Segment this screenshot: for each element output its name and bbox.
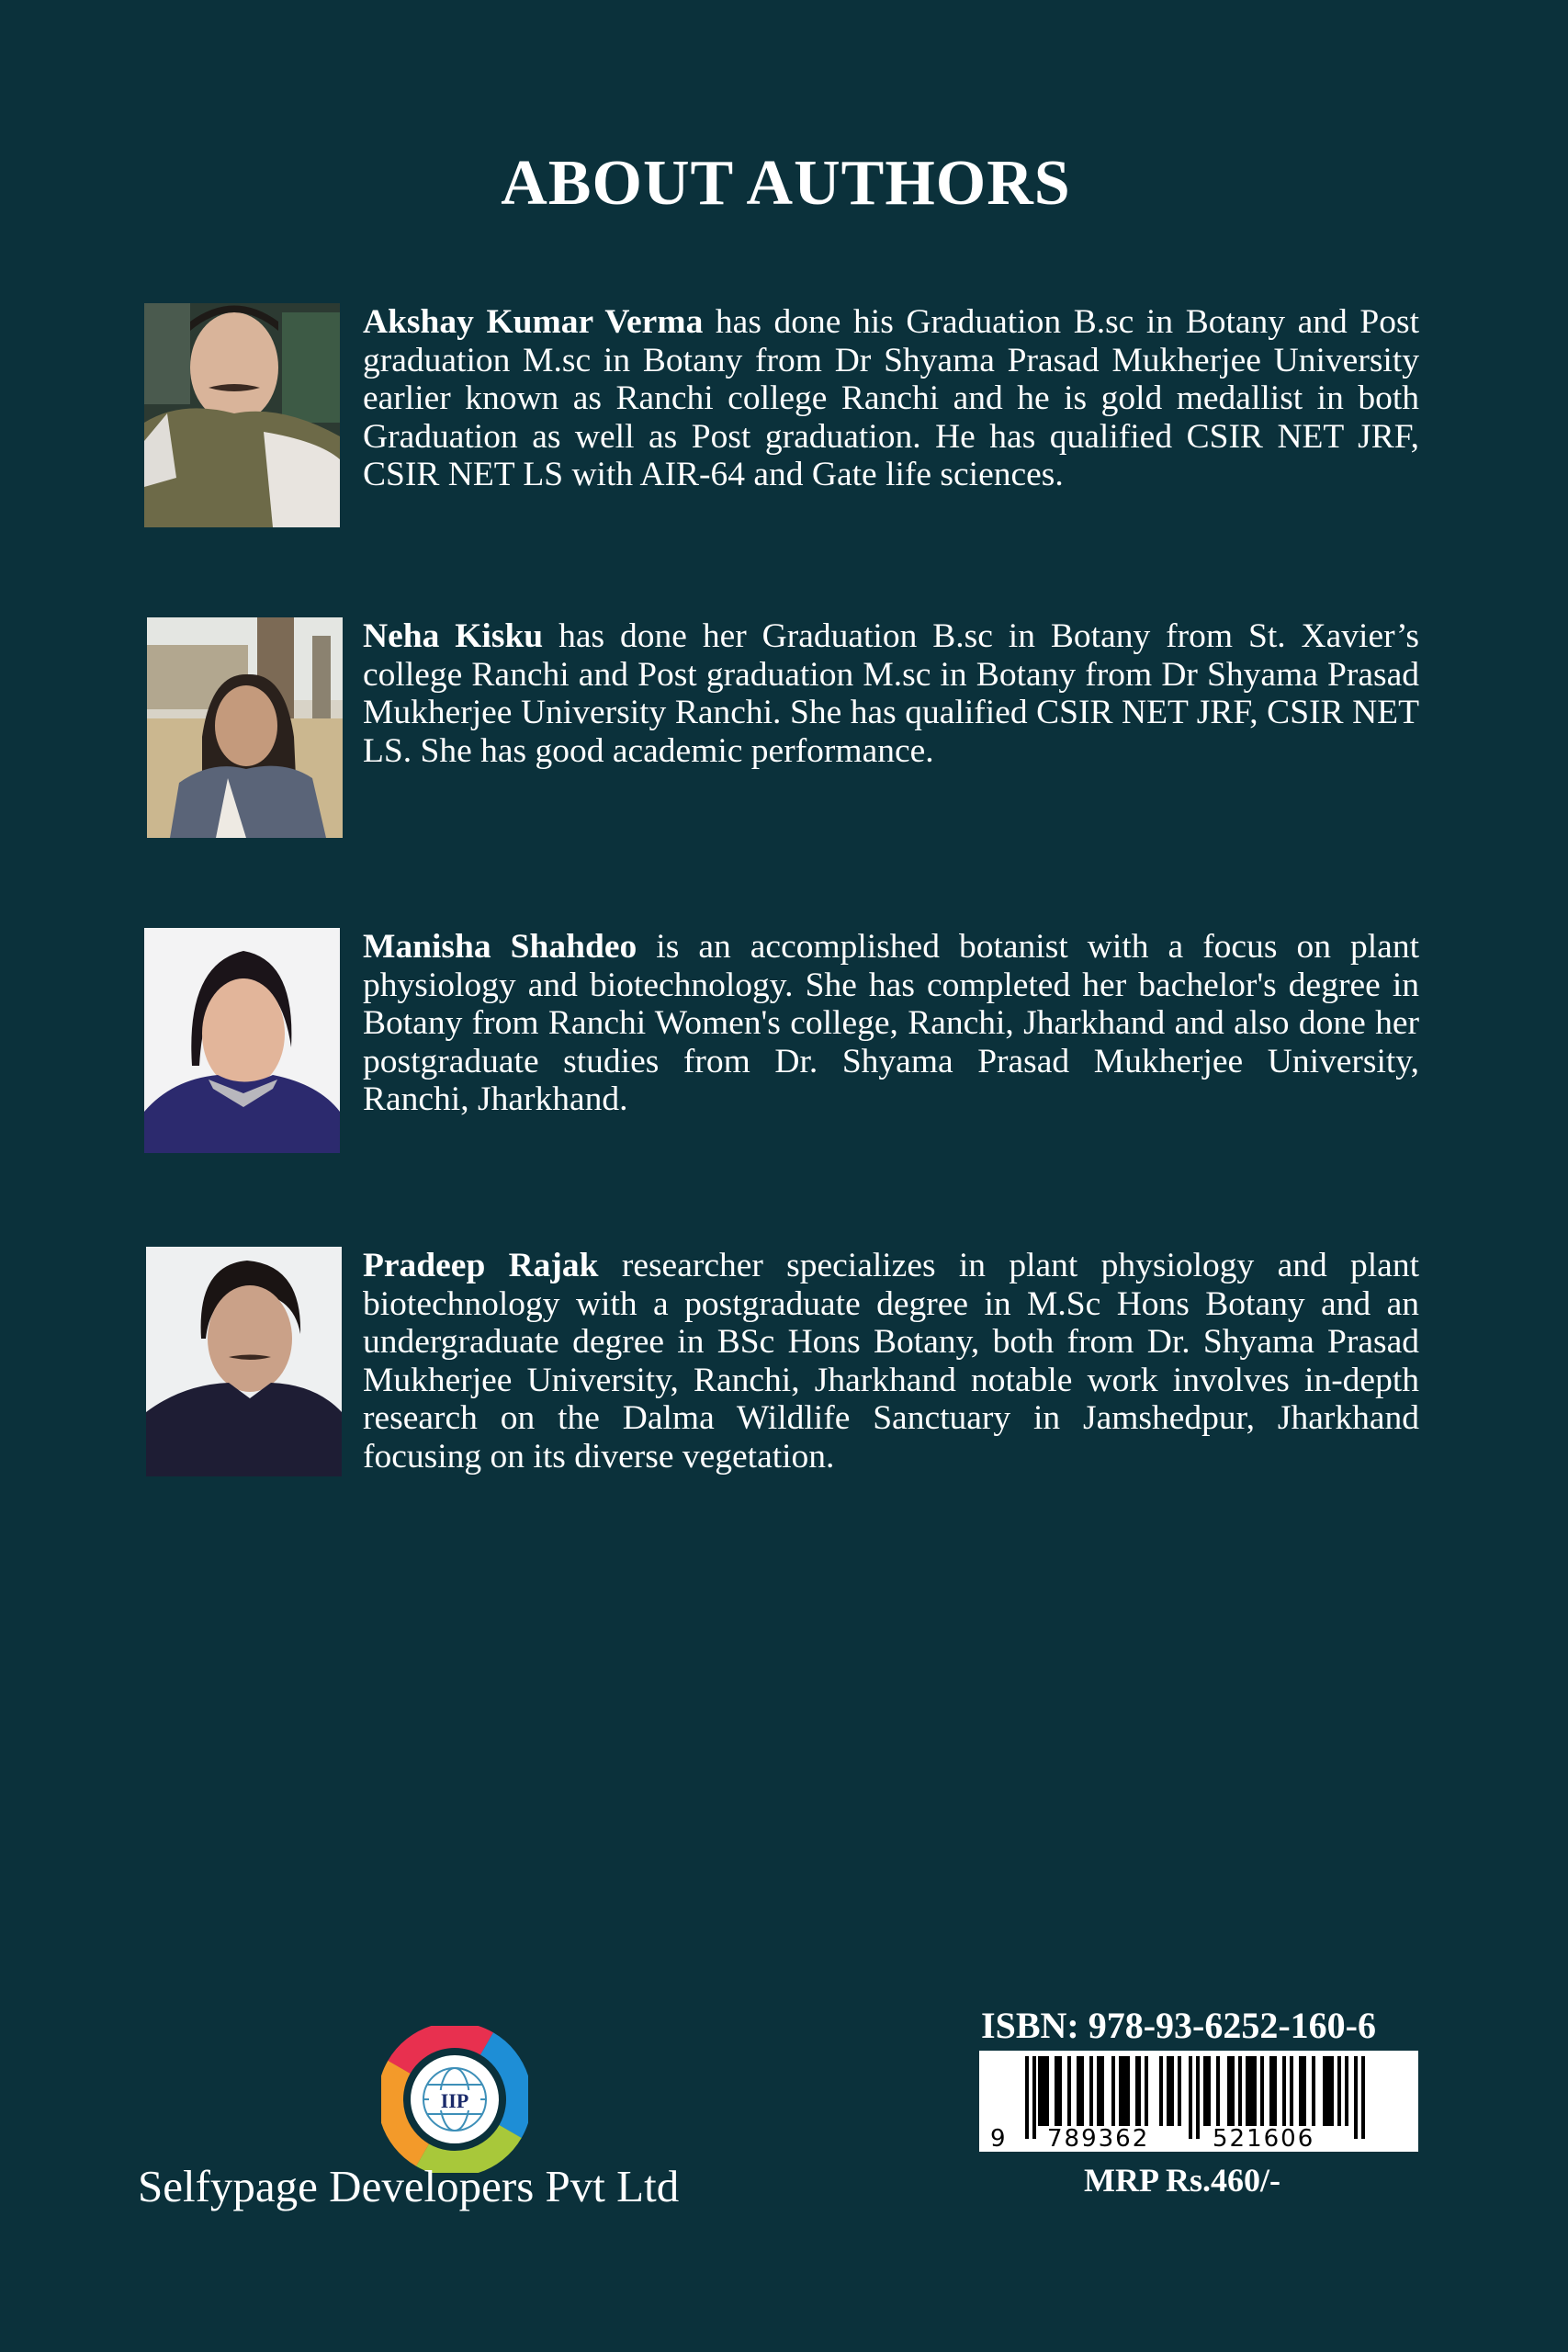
- publisher-name: Selfypage Developers Pvt Ltd: [138, 2161, 680, 2211]
- author-bio-text: is an accomplished botanist with a focus on plant physiology and biotechnology. She has completed her bachelor's degree in Botany from Ranchi Women's college, Ranchi, Jharkhand and also done her postgraduate studies from Dr. Shyama Prasad Mukherjee University, Ranchi, Jharkhand.: [363, 928, 1419, 1118]
- author-name: Neha Kisku: [363, 617, 544, 655]
- author-name: Manisha Shahdeo: [363, 928, 637, 966]
- barcode: [979, 2051, 1418, 2152]
- svg-text:789362: 789362: [1047, 2125, 1150, 2152]
- author-photo: [144, 928, 340, 1153]
- publisher-logo: [381, 2026, 528, 2173]
- author-bio-text: has done his Graduation B.sc in Botany and Post graduation M.sc in Botany from Dr Shyama Prasad Mukherjee University earlier known as Ranchi college Ranchi and he is gold medallist in both Graduation as well as Post graduation. He has qualified CSIR NET JRF, CSIR NET LS with AIR-64 and Gate life sciences.: [363, 303, 1419, 493]
- author-name: Pradeep Rajak: [363, 1247, 599, 1284]
- author-bio: [363, 303, 1419, 494]
- svg-text:9: 9: [990, 2125, 1006, 2152]
- svg-text:IIP: IIP: [440, 2089, 469, 2112]
- author-photo: [147, 617, 343, 838]
- author-bio-text: researcher specializes in plant physiology and plant biotechnology with a postgraduate degree in M.Sc Hons Botany and an undergraduate degree in BSc Hons Botany, both from Dr. Shyama Prasad Mukherjee University, Ranchi, Jharkhand notable work involves in-depth research on the Dalma Wildlife Sanctuary in Jamshedpur, Jharkhand focusing on its diverse vegetation.: [363, 1247, 1419, 1476]
- iip-logo-icon: [381, 2026, 528, 2173]
- barcode-icon: [979, 2051, 1418, 2152]
- svg-text:521606: 521606: [1213, 2125, 1315, 2152]
- author-bio: [363, 928, 1419, 1119]
- author-bio: [363, 1247, 1419, 1476]
- isbn-label: ISBN: 978-93-6252-160-6: [981, 2005, 1376, 2046]
- author-name: Akshay Kumar Verma: [363, 303, 704, 341]
- author-bio-text: has done her Graduation B.sc in Botany from St. Xavier’s college Ranchi and Post graduation M.sc in Botany from Dr Shyama Prasad Mukherjee University Ranchi. She has qualified CSIR NET JRF, CSIR NET LS. She has good academic performance.: [363, 617, 1419, 770]
- author-photo: [144, 303, 340, 527]
- author-photo: [146, 1247, 342, 1476]
- author-bio: [363, 617, 1419, 770]
- mrp-price: MRP Rs.460/-: [1084, 2162, 1280, 2199]
- page-title: ABOUT AUTHORS: [501, 148, 1071, 219]
